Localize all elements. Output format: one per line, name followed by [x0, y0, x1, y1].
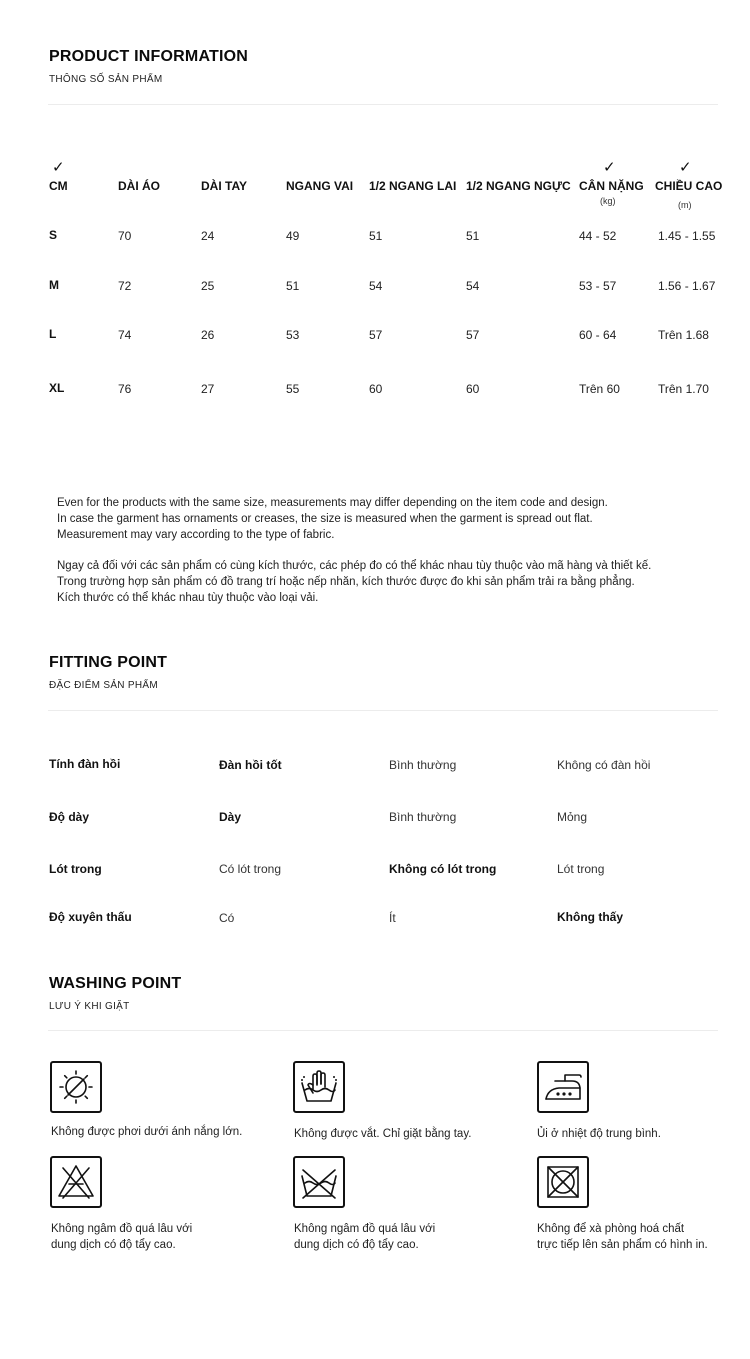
- header-cm: CM: [49, 179, 68, 193]
- wash-note: [537, 1221, 708, 1253]
- table-cell: 53: [286, 328, 300, 342]
- fit-option-selected: Đàn hồi tốt: [219, 758, 282, 772]
- measurement-notes-vi: [57, 558, 737, 606]
- fit-label-lining: Lót trong: [49, 862, 102, 876]
- table-cell: 51: [466, 229, 480, 243]
- hand-wash-icon: [293, 1061, 345, 1113]
- table-cell: 1.56 - 1.67: [658, 279, 716, 293]
- fitting-subtitle: ĐẶC ĐIỂM SẢN PHẨM: [49, 680, 159, 691]
- size-label: M: [49, 278, 59, 292]
- table-cell: 55: [286, 382, 300, 396]
- washing-divider: [48, 1030, 718, 1031]
- fit-option: Mỏng: [557, 810, 588, 824]
- no-soak-icon: [293, 1156, 345, 1208]
- wash-note-line: Không ngâm đồ quá lâu với: [294, 1223, 436, 1235]
- wash-note: [51, 1221, 192, 1253]
- check-icon: ✓: [603, 159, 616, 176]
- no-sun-dry-icon: [50, 1061, 102, 1113]
- table-cell: Trên 60: [579, 382, 620, 396]
- fitting-title: FITTING POINT: [49, 654, 168, 671]
- table-cell: 54: [369, 279, 383, 293]
- table-cell: 60 - 64: [579, 328, 617, 342]
- table-cell: 25: [201, 279, 215, 293]
- header-dai-ao: DÀI ÁO: [118, 179, 160, 193]
- header-ngang-lai: 1/2 NGANG LAI: [369, 179, 457, 193]
- table-cell: 74: [118, 328, 132, 342]
- note-line: Even for the products with the same size, measurements may differ depending on the item code and design.: [57, 497, 608, 509]
- fit-option-selected: Không thấy: [557, 910, 623, 924]
- header-ngang-vai: NGANG VAI: [286, 179, 354, 193]
- height-unit: (m): [678, 200, 692, 210]
- table-cell: 27: [201, 382, 215, 396]
- table-cell: 72: [118, 279, 132, 293]
- wash-note: [51, 1124, 242, 1140]
- wash-note-line: Không được vắt. Chỉ giặt bằng tay.: [294, 1128, 472, 1140]
- table-cell: 57: [466, 328, 480, 342]
- no-bleach-icon: [50, 1156, 102, 1208]
- measurement-notes-en: [57, 495, 717, 543]
- note-line: Ngay cả đối với các sản phẩm có cùng kích thước, các phép đo có thể khác nhau tùy thuộc vào mã hàng và thiết kế.: [57, 560, 652, 572]
- washing-subtitle: LƯU Ý KHI GIẶT: [49, 1001, 130, 1012]
- wash-note-line: trực tiếp lên sản phẩm có hình in.: [537, 1239, 708, 1251]
- table-cell: 49: [286, 229, 300, 243]
- fit-option: Lót trong: [557, 862, 605, 876]
- table-cell: 26: [201, 328, 215, 342]
- no-tumble-dry-icon: [537, 1156, 589, 1208]
- table-cell: 60: [466, 382, 480, 396]
- fit-option: Không có đàn hồi: [557, 758, 651, 772]
- table-cell: 44 - 52: [579, 229, 617, 243]
- fitting-divider: [48, 710, 718, 711]
- wash-note: [294, 1126, 471, 1142]
- table-cell: 51: [286, 279, 300, 293]
- size-label: XL: [49, 381, 65, 395]
- header-dai-tay: DÀI TAY: [201, 179, 248, 193]
- fit-option-selected: Không có lót trong: [389, 862, 497, 876]
- fit-label-transparency: Độ xuyên thấu: [49, 910, 132, 924]
- check-icon: ✓: [679, 159, 692, 176]
- product-info-title: PRODUCT INFORMATION: [49, 48, 249, 65]
- note-line: Kích thước có thể khác nhau tùy thuộc vào loại vải.: [57, 592, 319, 604]
- fit-option: Bình thường: [389, 758, 457, 772]
- note-line: Measurement may vary according to the type of fabric.: [57, 529, 335, 541]
- product-info-divider: [48, 104, 718, 105]
- washing-title: WASHING POINT: [49, 975, 182, 992]
- table-cell: 60: [369, 382, 383, 396]
- wash-note: [537, 1126, 661, 1142]
- table-cell: 51: [369, 229, 383, 243]
- header-chieu-cao: CHIỀU CAO: [655, 179, 723, 193]
- product-info-subtitle: THÔNG SỐ SẢN PHẨM: [49, 74, 163, 85]
- note-line: Trong trường hợp sản phẩm có đồ trang trí hoặc nếp nhăn, kích thước được đo khi sản phẩm trải ra bằng phẳng.: [57, 576, 635, 588]
- fit-option: Ít: [389, 911, 396, 925]
- table-cell: Trên 1.68: [658, 328, 709, 342]
- note-line: In case the garment has ornaments or creases, the size is measured when the garment is spread out flat.: [57, 513, 593, 525]
- wash-note-line: dung dịch có độ tẩy cao.: [51, 1239, 176, 1251]
- fit-option-selected: Dày: [219, 810, 242, 824]
- table-cell: 70: [118, 229, 132, 243]
- fit-option: Bình thường: [389, 810, 457, 824]
- table-cell: 1.45 - 1.55: [658, 229, 716, 243]
- weight-unit: (kg): [600, 196, 616, 206]
- size-label: S: [49, 228, 58, 242]
- table-cell: 53 - 57: [579, 279, 617, 293]
- table-cell: Trên 1.70: [658, 382, 709, 396]
- wash-note-line: Không được phơi dưới ánh nắng lớn.: [51, 1126, 243, 1138]
- wash-note-line: Không ngâm đồ quá lâu với: [51, 1223, 193, 1235]
- check-icon: ✓: [52, 159, 65, 176]
- fit-label-thickness: Độ dày: [49, 810, 90, 824]
- table-cell: 54: [466, 279, 480, 293]
- fit-option: Có: [219, 911, 235, 925]
- table-cell: 57: [369, 328, 383, 342]
- fit-label-elasticity: Tính đàn hồi: [49, 757, 121, 771]
- table-cell: 76: [118, 382, 132, 396]
- header-can-nang: CÂN NẶNG: [579, 179, 644, 193]
- wash-note-line: dung dịch có độ tẩy cao.: [294, 1239, 419, 1251]
- wash-note-line: Ủi ở nhiệt độ trung bình.: [537, 1128, 661, 1140]
- fit-option: Có lót trong: [219, 862, 282, 876]
- header-ngang-nguc: 1/2 NGANG NGỰC: [466, 179, 571, 193]
- size-label: L: [49, 327, 57, 341]
- wash-note-line: Không để xà phòng hoá chất: [537, 1223, 685, 1235]
- wash-note: [294, 1221, 435, 1253]
- iron-medium-icon: [537, 1061, 589, 1113]
- table-cell: 24: [201, 229, 215, 243]
